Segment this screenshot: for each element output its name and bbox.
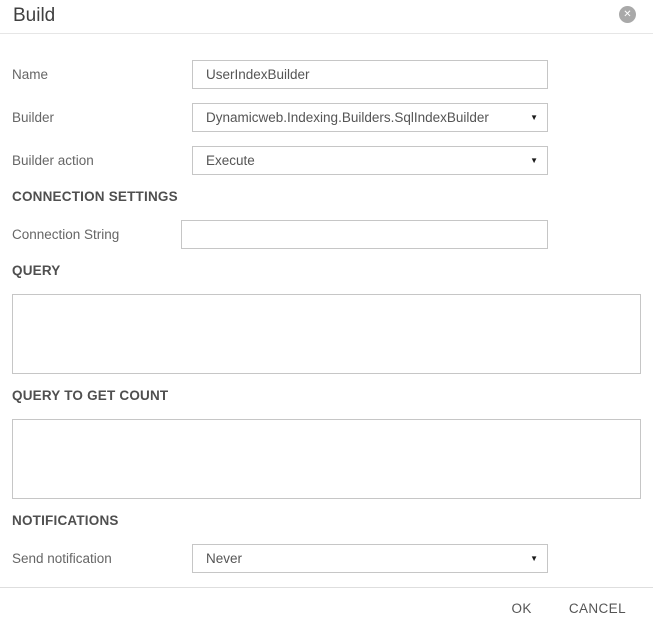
send-notification-select-value: Never [206, 551, 243, 566]
builder-select[interactable] [192, 103, 548, 132]
chevron-down-icon: ▼ [530, 554, 538, 563]
builder-label: Builder [12, 110, 55, 125]
send-notification-select[interactable] [192, 544, 548, 573]
section-header-connection-settings: CONNECTION SETTINGS [12, 189, 178, 204]
query-textarea[interactable] [12, 294, 641, 374]
connection-string-input[interactable] [181, 220, 548, 249]
send-notification-row [12, 544, 641, 573]
chevron-down-icon: ▼ [530, 156, 538, 165]
dialog-body [0, 34, 653, 587]
name-input[interactable] [192, 60, 548, 89]
connection-string-label: Connection String [12, 227, 120, 242]
builder-row [12, 103, 641, 132]
section-header-query: QUERY [12, 263, 61, 278]
dialog-footer [0, 587, 653, 628]
chevron-down-icon: ▼ [530, 113, 538, 122]
close-icon[interactable]: ✕ [619, 6, 636, 23]
ok-button[interactable]: OK [511, 600, 532, 616]
send-notification-label: Send notification [12, 551, 112, 566]
builder-action-select-value: Execute [206, 153, 255, 168]
cancel-button[interactable]: CANCEL [568, 600, 626, 616]
query-to-get-count-textarea[interactable] [12, 419, 641, 499]
connection-string-row [12, 220, 641, 249]
builder-action-label: Builder action [12, 153, 94, 168]
builder-action-select[interactable] [192, 146, 548, 175]
dialog-header [0, 0, 653, 34]
name-row [12, 60, 641, 89]
builder-action-row [12, 146, 641, 175]
name-label: Name [12, 67, 49, 82]
builder-select-value: Dynamicweb.Indexing.Builders.SqlIndexBuilder [206, 110, 489, 125]
section-header-notifications: NOTIFICATIONS [12, 513, 119, 528]
section-header-query-to-get-count: QUERY TO GET COUNT [12, 388, 169, 403]
dialog-title: Build [13, 5, 56, 26]
